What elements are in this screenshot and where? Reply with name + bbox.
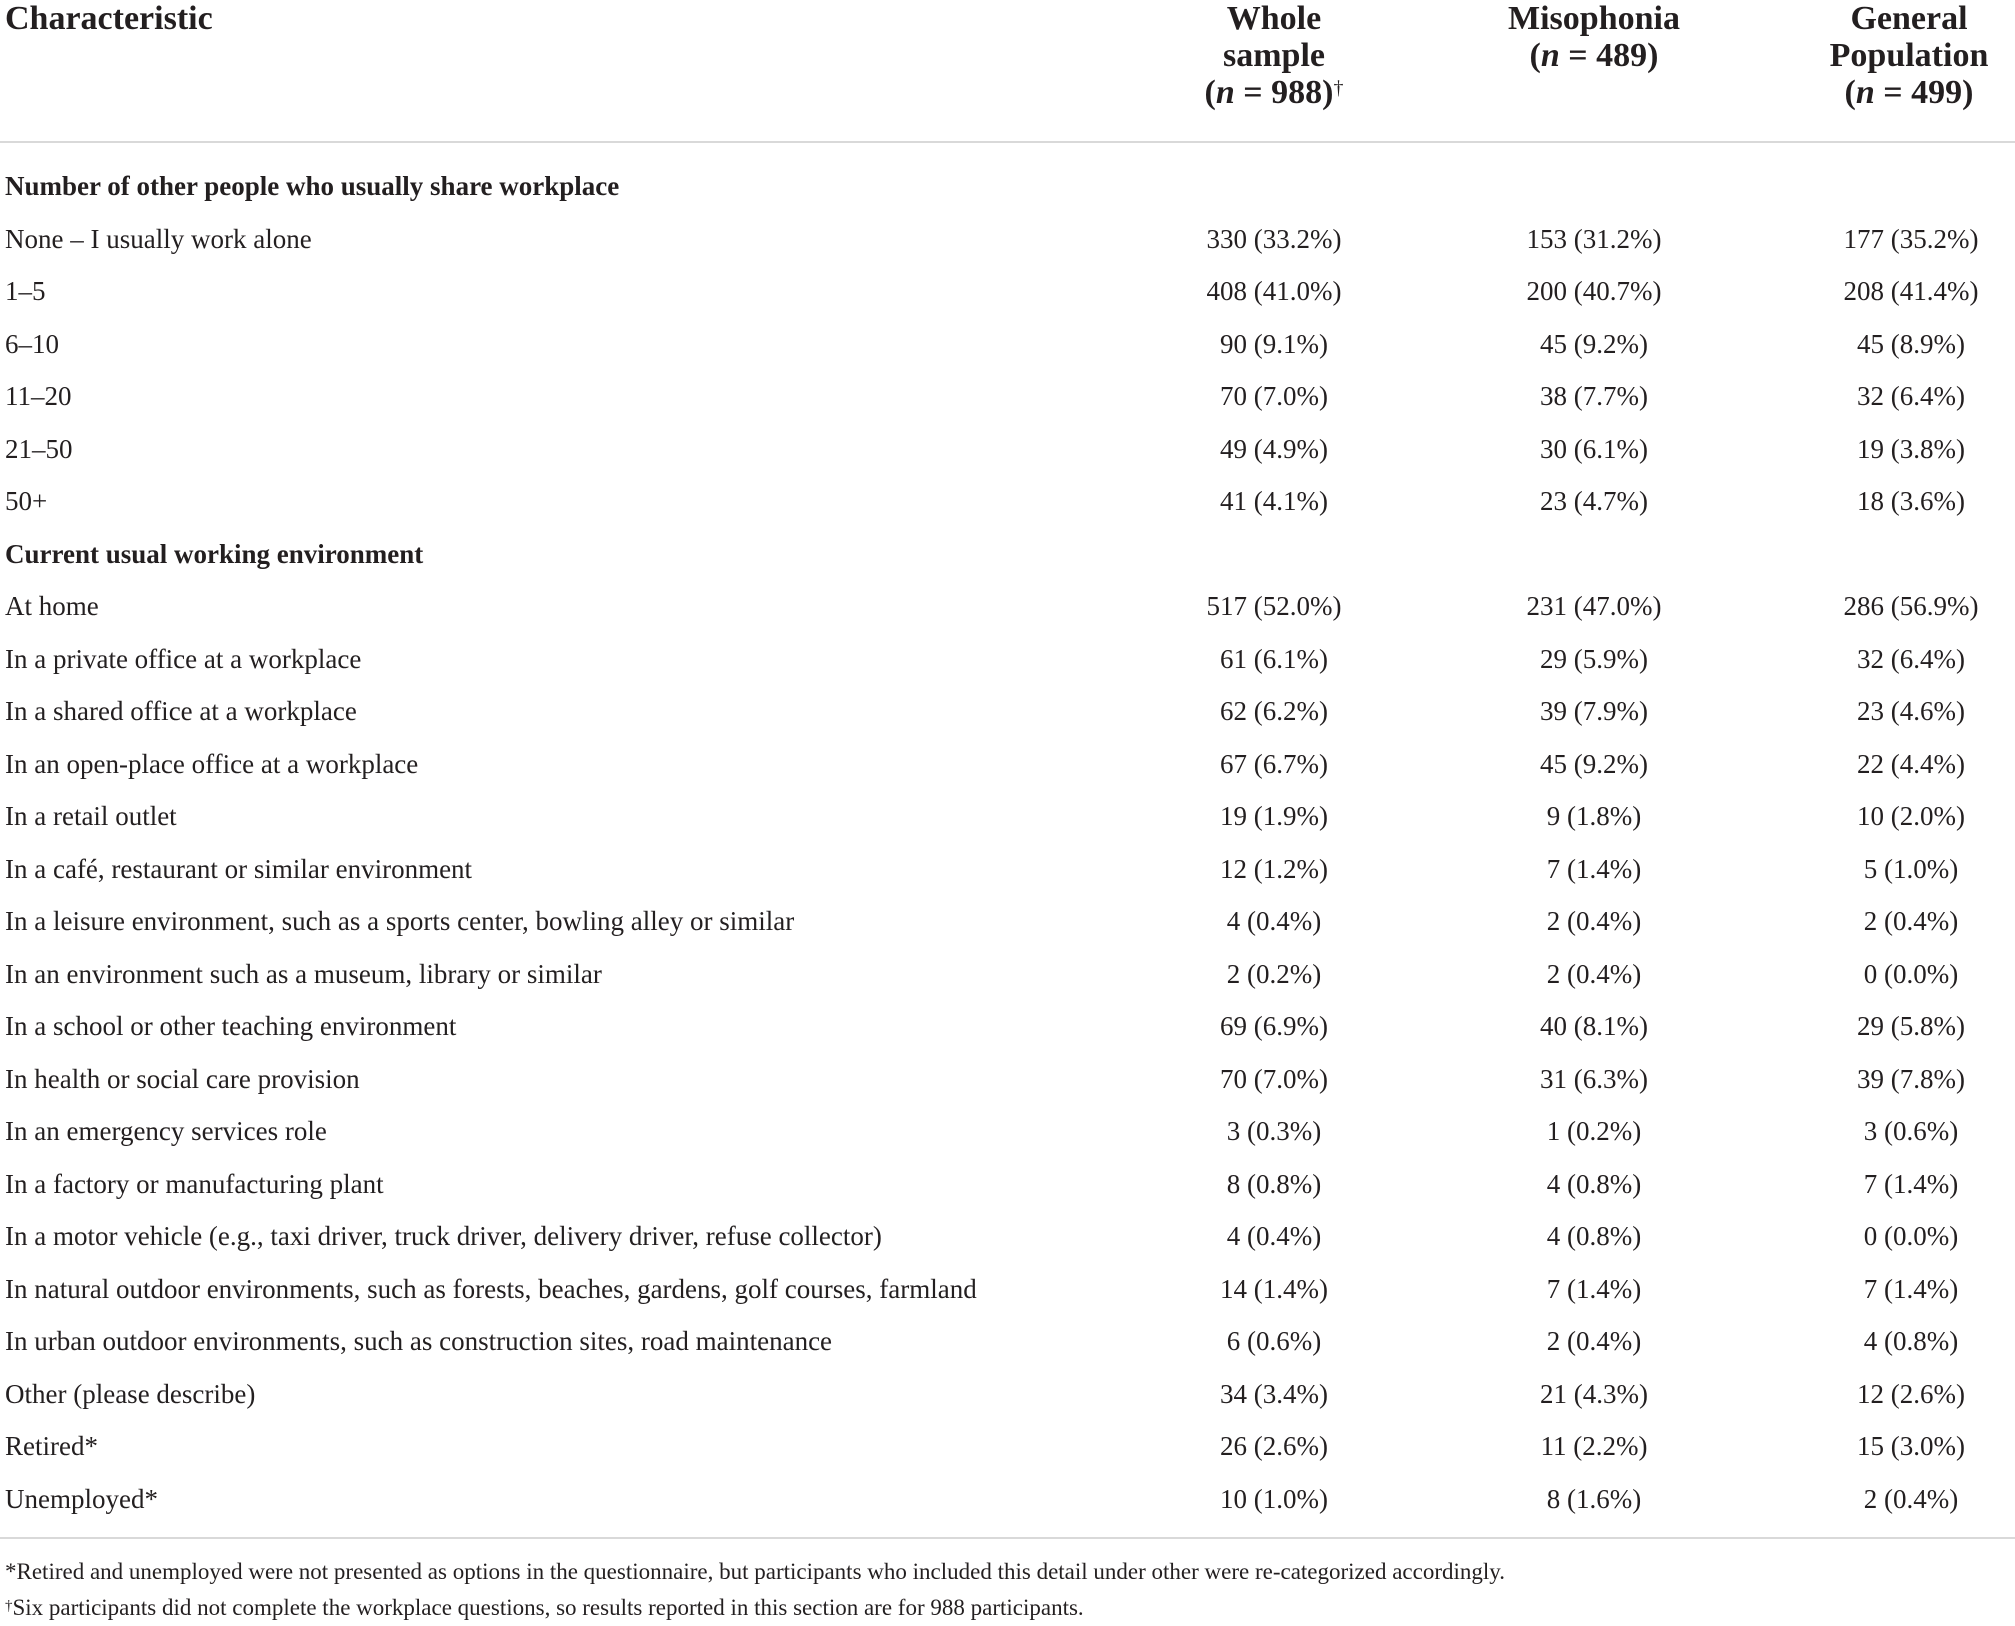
cell-misophonia: 39 (7.9%) [1540, 696, 1648, 726]
cell-misophonia: 31 (6.3%) [1540, 1063, 1648, 1094]
cell-general-population: 0 (0.0%) [1863, 1221, 1959, 1251]
row-label: In natural outdoor environments, such as forests, beaches, gardens, golf courses, farmland [5, 1273, 977, 1304]
table-row [0, 843, 2015, 896]
cell-general-population: 4 (0.8%) [1863, 1326, 1959, 1356]
cell-misophonia: 45 (9.2%) [1540, 328, 1648, 359]
cell-misophonia: 45 (9.2%) [1540, 748, 1648, 779]
cell-whole-sample: 12 (1.2%) [1220, 853, 1328, 884]
row-label: In a private office at a workplace [5, 643, 362, 674]
header-general-population-line2: Population [1829, 37, 1989, 74]
table-footnotes [5, 1554, 2005, 1626]
cell-general-population: 12 (2.6%) [1857, 1378, 1965, 1409]
table-row [0, 1000, 2015, 1053]
row-label: 21–50 [5, 433, 73, 464]
cell-whole-sample: 517 (52.0%) [1206, 591, 1342, 621]
cell-whole-sample: 408 (41.0%) [1206, 276, 1342, 306]
row-label: In an emergency services role [5, 1116, 327, 1146]
cell-misophonia: 40 (8.1%) [1540, 1011, 1648, 1041]
row-label: 6–10 [5, 328, 59, 359]
cell-general-population: 0 (0.0%) [1863, 958, 1959, 989]
row-label: In an environment such as a museum, library or similar [5, 958, 602, 989]
header-general-population [1759, 0, 2015, 111]
cell-general-population: 7 (1.4%) [1863, 1273, 1959, 1304]
cell-misophonia: 30 (6.1%) [1540, 433, 1648, 464]
cell-general-population: 2 (0.4%) [1863, 906, 1959, 936]
table-row [0, 895, 2015, 948]
cell-general-population: 32 (6.4%) [1857, 381, 1965, 411]
footnote-dagger: †Six participants did not complete the workplace questions, so results reported in this section are for 988 participants. [5, 1595, 1084, 1620]
cell-misophonia: 2 (0.4%) [1546, 906, 1642, 936]
table-row [0, 1263, 2015, 1316]
cell-general-population: 19 (3.8%) [1857, 433, 1965, 464]
row-label: 1–5 [5, 276, 46, 306]
cell-whole-sample: 70 (7.0%) [1220, 1063, 1328, 1094]
cell-whole-sample: 4 (0.4%) [1226, 906, 1322, 936]
cell-general-population: 15 (3.0%) [1857, 1431, 1965, 1461]
cell-whole-sample: 26 (2.6%) [1220, 1431, 1328, 1461]
header-general-population-n: (n = 499) [1844, 74, 1974, 111]
table-row [0, 475, 2015, 528]
table-row [0, 265, 2015, 318]
table-row [0, 1315, 2015, 1368]
header-whole-sample-line1: Whole [1226, 0, 1322, 37]
cell-whole-sample: 14 (1.4%) [1220, 1273, 1328, 1304]
dagger-mark: † [1333, 77, 1344, 99]
cell-whole-sample: 61 (6.1%) [1220, 643, 1328, 674]
cell-whole-sample: 67 (6.7%) [1220, 748, 1328, 779]
cell-misophonia: 9 (1.8%) [1546, 801, 1642, 831]
cell-general-population: 29 (5.8%) [1857, 1011, 1965, 1041]
cell-whole-sample: 34 (3.4%) [1220, 1378, 1328, 1409]
cell-whole-sample: 4 (0.4%) [1226, 1221, 1322, 1251]
header-whole-sample-line2: sample [1223, 37, 1325, 74]
table-row [0, 790, 2015, 843]
cell-whole-sample: 70 (7.0%) [1220, 381, 1328, 411]
row-label: In an open-place office at a workplace [5, 748, 419, 779]
cell-misophonia: 8 (1.6%) [1546, 1483, 1642, 1514]
row-label: In health or social care provision [5, 1063, 360, 1094]
table-row [0, 213, 2015, 266]
table-row [0, 633, 2015, 686]
section-header-row [0, 160, 2015, 213]
table-row [0, 1368, 2015, 1421]
footer-divider [0, 1537, 2015, 1539]
row-label: In a motor vehicle (e.g., taxi driver, truck driver, delivery driver, refuse collector) [5, 1221, 882, 1251]
table-row [0, 1210, 2015, 1263]
cell-misophonia: 2 (0.4%) [1546, 958, 1642, 989]
dagger-mark: † [5, 1598, 13, 1614]
cell-general-population: 39 (7.8%) [1857, 1063, 1965, 1094]
cell-general-population: 208 (41.4%) [1843, 276, 1979, 306]
section-title: Current usual working environment [5, 538, 424, 569]
cell-misophonia: 7 (1.4%) [1546, 853, 1642, 884]
row-label: Other (please describe) [5, 1378, 256, 1409]
cell-misophonia: 1 (0.2%) [1546, 1116, 1642, 1146]
cell-misophonia: 2 (0.4%) [1546, 1326, 1642, 1356]
cell-whole-sample: 10 (1.0%) [1220, 1483, 1328, 1514]
row-label: In a factory or manufacturing plant [5, 1168, 384, 1199]
cell-general-population: 18 (3.6%) [1857, 486, 1965, 516]
cell-misophonia: 7 (1.4%) [1546, 1273, 1642, 1304]
cell-whole-sample: 8 (0.8%) [1226, 1168, 1322, 1199]
cell-whole-sample: 3 (0.3%) [1226, 1116, 1322, 1146]
table-row [0, 1473, 2015, 1526]
cell-misophonia: 4 (0.8%) [1546, 1221, 1642, 1251]
section-header-row [0, 528, 2015, 581]
cell-whole-sample: 2 (0.2%) [1226, 958, 1322, 989]
cell-general-population: 3 (0.6%) [1863, 1116, 1959, 1146]
cell-misophonia: 11 (2.2%) [1540, 1431, 1648, 1461]
row-label: 50+ [5, 486, 48, 516]
cell-misophonia: 200 (40.7%) [1526, 276, 1662, 306]
table-row [0, 685, 2015, 738]
header-whole-sample-n: (n = 988)† [1204, 74, 1344, 111]
header-misophonia [1444, 0, 1744, 74]
table-body [0, 160, 2015, 1525]
table-row [0, 370, 2015, 423]
cell-general-population: 286 (56.9%) [1843, 591, 1979, 621]
header-whole-sample [1124, 0, 1424, 111]
cell-general-population: 2 (0.4%) [1863, 1483, 1959, 1514]
cell-general-population: 10 (2.0%) [1857, 801, 1965, 831]
row-label: In a shared office at a workplace [5, 696, 357, 726]
footnote-asterisk: *Retired and unemployed were not presented as options in the questionnaire, but participants who included this detail under other were re-categorized accordingly. [5, 1559, 1506, 1584]
cell-misophonia: 153 (31.2%) [1526, 223, 1662, 254]
row-label: In a café, restaurant or similar environment [5, 853, 473, 884]
cell-misophonia: 21 (4.3%) [1540, 1378, 1648, 1409]
table-row [0, 423, 2015, 476]
cell-whole-sample: 90 (9.1%) [1220, 328, 1328, 359]
row-label: Unemployed* [5, 1483, 158, 1514]
header-misophonia-n: (n = 489) [1529, 37, 1659, 74]
row-label: In urban outdoor environments, such as construction sites, road maintenance [5, 1326, 833, 1356]
cell-misophonia: 29 (5.9%) [1540, 643, 1648, 674]
cell-misophonia: 231 (47.0%) [1526, 591, 1662, 621]
header-general-population-line1: General [1850, 0, 1968, 37]
cell-whole-sample: 6 (0.6%) [1226, 1326, 1322, 1356]
cell-whole-sample: 49 (4.9%) [1220, 433, 1328, 464]
cell-whole-sample: 19 (1.9%) [1220, 801, 1328, 831]
cell-whole-sample: 330 (33.2%) [1206, 223, 1342, 254]
table-row [0, 1105, 2015, 1158]
table-row [0, 1053, 2015, 1106]
table-row [0, 318, 2015, 371]
cell-misophonia: 23 (4.7%) [1540, 486, 1648, 516]
row-label: In a school or other teaching environment [5, 1011, 457, 1041]
table-header [0, 0, 2015, 141]
cell-whole-sample: 69 (6.9%) [1220, 1011, 1328, 1041]
table-row [0, 948, 2015, 1001]
header-characteristic: Characteristic [5, 0, 213, 37]
cell-general-population: 23 (4.6%) [1857, 696, 1965, 726]
header-divider [0, 141, 2015, 143]
table-row [0, 738, 2015, 791]
cell-whole-sample: 62 (6.2%) [1220, 696, 1328, 726]
row-label: 11–20 [5, 381, 72, 411]
cell-general-population: 22 (4.4%) [1857, 748, 1965, 779]
table-row [0, 1420, 2015, 1473]
row-label: None – I usually work alone [5, 223, 312, 254]
header-misophonia-line1: Misophonia [1508, 0, 1680, 37]
cell-general-population: 177 (35.2%) [1843, 223, 1979, 254]
row-label: Retired* [5, 1431, 98, 1461]
row-label: In a retail outlet [5, 801, 177, 831]
cell-misophonia: 4 (0.8%) [1546, 1168, 1642, 1199]
section-title: Number of other people who usually share workplace [5, 171, 620, 201]
cell-whole-sample: 41 (4.1%) [1220, 486, 1328, 516]
table-row [0, 1158, 2015, 1211]
cell-general-population: 5 (1.0%) [1863, 853, 1959, 884]
cell-misophonia: 38 (7.7%) [1540, 381, 1648, 411]
cell-general-population: 45 (8.9%) [1857, 328, 1965, 359]
row-label: At home [5, 591, 99, 621]
row-label: In a leisure environment, such as a sports center, bowling alley or similar [5, 906, 795, 936]
table-row [0, 580, 2015, 633]
cell-general-population: 32 (6.4%) [1857, 643, 1965, 674]
cell-general-population: 7 (1.4%) [1863, 1168, 1959, 1199]
